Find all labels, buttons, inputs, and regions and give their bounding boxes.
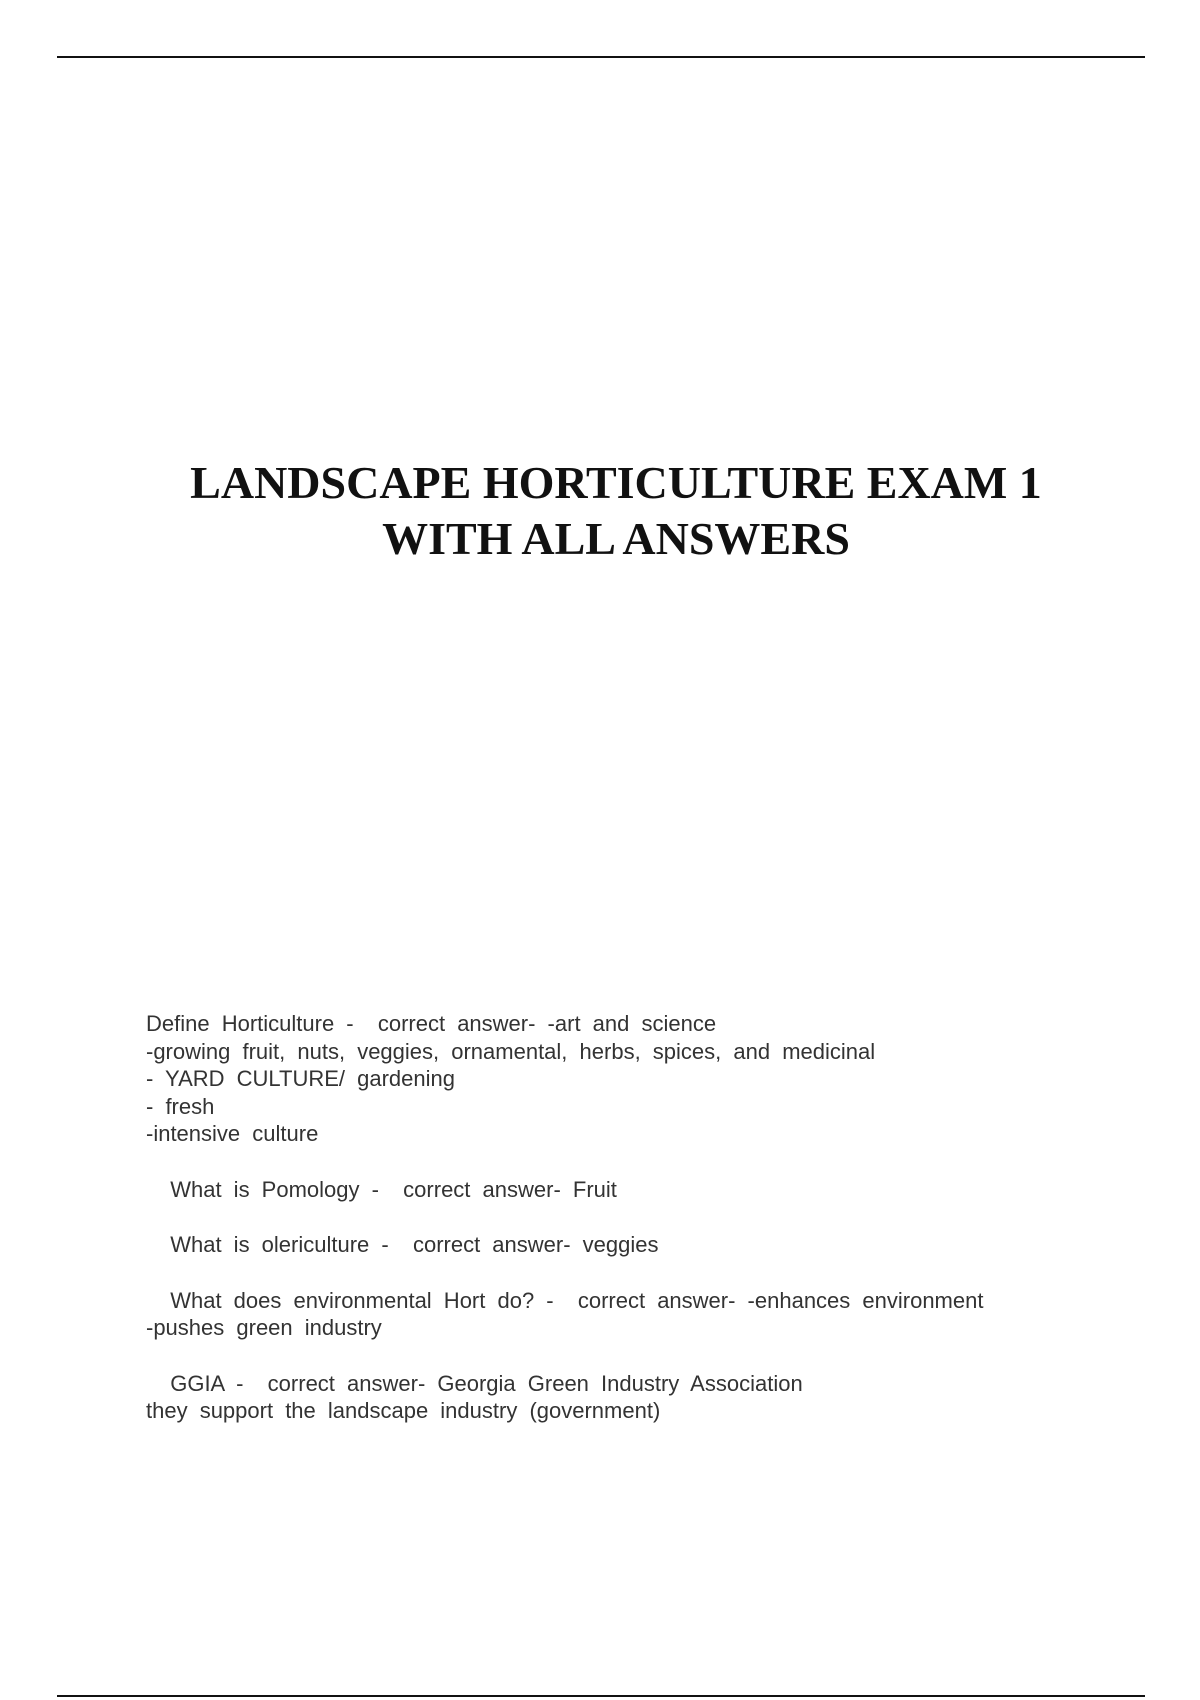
qa-line: What is olericulture - correct answer- veggies xyxy=(146,1232,659,1257)
qa-line: -growing fruit, nuts, veggies, ornamental, herbs, spices, and medicinal xyxy=(146,1038,876,1064)
qa-line: GGIA - correct answer- Georgia Green Industry Association xyxy=(146,1370,803,1396)
qa-entry-olericulture xyxy=(146,1231,1076,1259)
qa-entry-ggia xyxy=(146,1370,1076,1425)
qa-entry-pomology xyxy=(146,1176,1076,1204)
qa-line: What does environmental Hort do? - correct answer- -enhances environment xyxy=(146,1287,984,1313)
qa-entry-environmental-hort xyxy=(146,1287,1076,1342)
qa-line: they support the landscape industry (government) xyxy=(146,1398,661,1423)
qa-list xyxy=(146,1010,1076,1453)
title-line-1: LANDSCAPE HORTICULTURE EXAM 1 xyxy=(190,457,1042,508)
qa-line: What is Pomology - correct answer- Fruit xyxy=(146,1176,617,1202)
qa-line: -intensive culture xyxy=(146,1121,319,1146)
qa-entry-define-horticulture xyxy=(146,1010,1076,1148)
qa-line: - fresh xyxy=(146,1093,215,1119)
bottom-rule xyxy=(57,1695,1145,1697)
qa-line: -pushes green industry xyxy=(146,1315,382,1340)
qa-line: - YARD CULTURE/ gardening xyxy=(146,1066,455,1091)
title-line-2: WITH ALL ANSWERS xyxy=(382,513,850,564)
qa-line: Define Horticulture - correct answer- -art and science xyxy=(146,1011,717,1036)
document-title xyxy=(0,455,1200,567)
top-rule xyxy=(57,56,1145,58)
